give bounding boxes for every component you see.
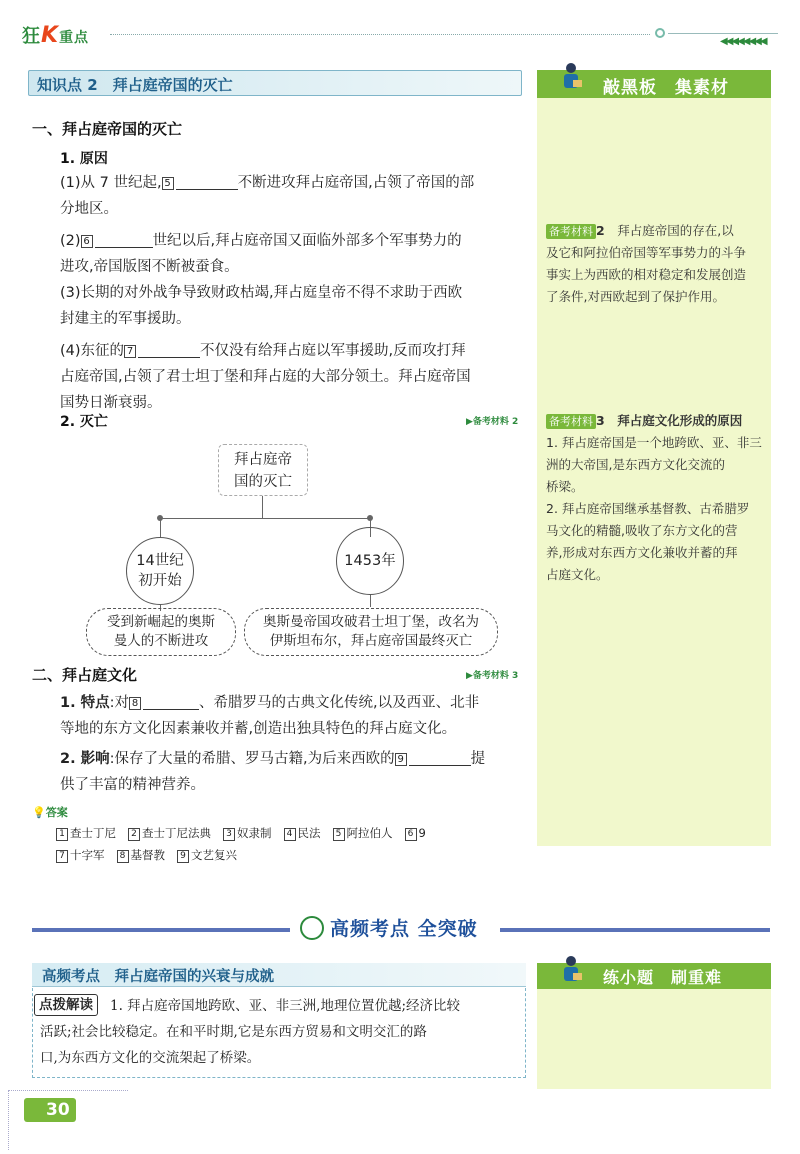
gaopin-text: 1. 拜占庭帝国地跨欧、亚、非三洲,地理位置优越;经济比较 [110, 998, 461, 1014]
section1-title: 一、拜占庭帝国的灭亡 [32, 120, 183, 138]
gaopin-title-bar [32, 963, 526, 987]
sidebar-material-2: 备考材料 2 拜占庭帝国的存在,以 及它和阿拉伯帝国等军事势力的斗争 事实上为西欧的相对稳定和发展创造 了条件,对西欧起到了保护作用。 [546, 223, 747, 304]
header-rule [668, 33, 778, 34]
practice-title: 练小题 刷重难 [603, 968, 723, 987]
spiral-icon [300, 916, 324, 940]
dianbo-tag: 点拨解读 [34, 994, 98, 1016]
answer-item: 2 查士丁尼法典 [128, 826, 211, 840]
footer-dotted-line [8, 1090, 128, 1091]
knowledge-point-title: 知识点 2 拜占庭帝国的灭亡 [37, 76, 233, 94]
header-dotted-line [110, 34, 650, 35]
answer-item: 1 查士丁尼 [56, 826, 116, 840]
sidebar-material-3: 备考材料 3 拜占庭文化形成的原因 1. 拜占庭帝国是一个地跨欧、亚、非三 洲的大帝国,是东西方文化交流的 桥梁。 2. 拜占庭帝国继承基督教、古希腊罗 马文化的精髓,吸收了东方文化的营 养,形成对东西方文化兼收并蓄的拜 占庭文化。 [546, 413, 762, 582]
fill-blank-8[interactable] [143, 692, 199, 710]
fill-blank-9[interactable] [409, 748, 471, 766]
material-tag: 备考材料 [546, 414, 596, 429]
reason-paragraph: (1)从 7 世纪起, 5 不断进攻拜占庭帝国,占领了帝国的部 分地区。 (2) 6 世纪以后,拜占庭帝国又面临外部多个军事势力的 进攻,帝国版图不断被蚕食。 (3)长期的对外战争导致财政枯竭,拜占庭皇帝不得不求助于西欧 封建主的军事援助。 (4)东征的 7 不仅没有给拜占庭以军事援助,反而攻打拜 占庭帝国,占领了君士坦丁堡和拜占庭的大部分领土。拜占庭帝国 国势日渐衰弱。 [60, 170, 530, 416]
answer-item: 5 阿拉伯人 [333, 826, 393, 840]
ref-material-3: ▶备考材料 3 [466, 671, 519, 681]
gaopin-text-cont: 活跃;社会比较稳定。在和平时期,它是东西方贸易和文明交汇的路 口,为东西方文化的交流架起了桥梁。 [40, 1024, 427, 1066]
page-number: 30 [24, 1098, 76, 1122]
header-circle-icon [655, 28, 665, 38]
diagram-connector [370, 595, 371, 607]
culture-paragraph: 1. 特点:对 8 、希腊罗马的古典文化传统,以及西亚、北非 等地的东方文化因素兼收并蓄,创造出独具特色的拜占庭文化。 2. 影响:保存了大量的希腊、罗马古籍,为后来西欧的 9 提 供了丰富的精神营养。 [60, 690, 530, 798]
diagram-desc-right: 奥斯曼帝国攻破君士坦丁堡，改名为 伊斯坦布尔，拜占庭帝国最终灭亡 [244, 608, 498, 656]
teacher-icon [560, 62, 582, 92]
gaopin-title: 高频考点 拜占庭帝国的兴衰与成就 [42, 969, 274, 985]
diagram-stem [262, 496, 263, 518]
banner-rule-left [32, 928, 290, 932]
reason-heading: 1. 原因 [60, 151, 108, 167]
answer-item: 8 基督教 [117, 848, 166, 862]
banner-title: 高频考点 全突破 [330, 918, 478, 940]
fall-heading: 2. 灭亡 [60, 414, 108, 430]
diagram-root: 拜占庭帝 国的灭亡 [218, 444, 308, 496]
diagram-desc-left: 受到新崛起的奥斯 曼人的不断进攻 [86, 608, 236, 656]
student-icon [560, 955, 582, 985]
answer-item: 7 十字军 [56, 848, 105, 862]
diagram-circle-right: 1453年 [336, 527, 404, 595]
diagram-connector [160, 519, 161, 537]
answers-list [56, 822, 526, 866]
header-arrows-icon: ◀◀◀◀◀◀◀◀ [720, 36, 766, 47]
brand-logo: 狂K重点 [22, 23, 90, 48]
diagram-branch-line [160, 518, 370, 519]
fill-blank-7[interactable] [138, 340, 200, 358]
material-tag: 备考材料 [546, 224, 596, 239]
answer-label: 💡答案 [32, 806, 68, 819]
knowledge-point-bar [28, 70, 522, 96]
fill-blank-6[interactable] [95, 230, 153, 248]
answer-item: 4 民法 [284, 826, 321, 840]
answer-item: 3 奴隶制 [223, 826, 272, 840]
sidebar-title: 敲黑板 集素材 [603, 78, 729, 98]
ref-material-2: ▶备考材料 2 [466, 417, 519, 427]
practice-panel [537, 989, 771, 1089]
banner-rule-right [500, 928, 770, 932]
answer-item: 6 9 [405, 826, 426, 840]
diagram-circle-left: 14世纪 初开始 [126, 537, 194, 605]
section2-title: 二、拜占庭文化 [32, 666, 138, 684]
lightbulb-icon: 💡 [32, 806, 46, 819]
answer-item: 9 文艺复兴 [177, 848, 237, 862]
footer-dotted-line [8, 1090, 9, 1150]
fill-blank-5[interactable] [176, 172, 238, 190]
